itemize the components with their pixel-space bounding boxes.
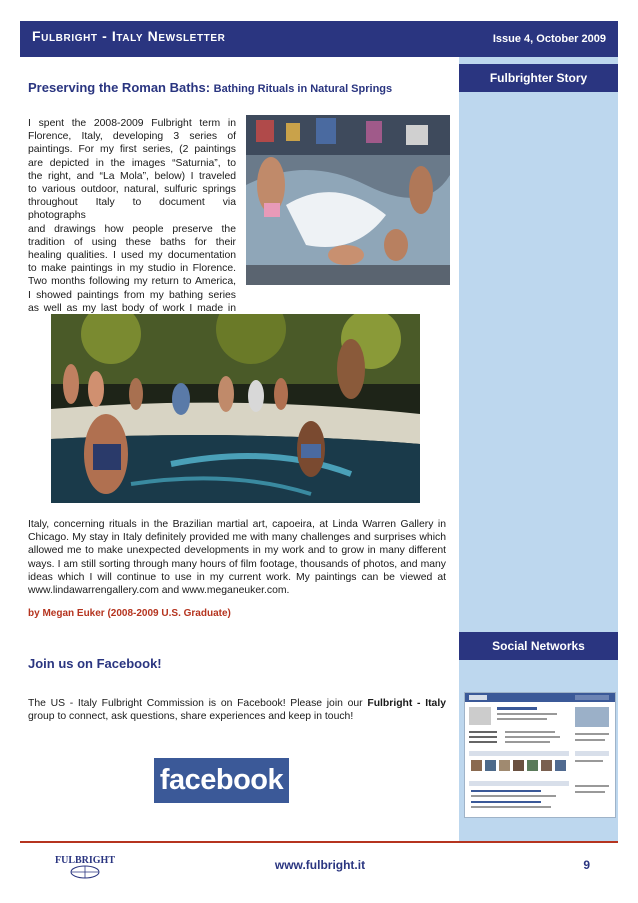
article-paragraph-2: Italy, concerning rituals in the Brazilian martial art, capoeira, at Linda Warren Gallery in Chicago. My stay in Italy definitely provided me with many challenges and surprises which allowed me to make unexpected developments in my work and to grow in many different ways. I am still sorting through many hours of film footage, thousands of photos, and many ideas which I will continue to use in my current work. My paintings can be viewed at www.lindawarrengallery.com and www.meganeuker.com. bbox=[28, 519, 446, 597]
paragraph-line: Florence, Italy, developing 3 series of bbox=[28, 131, 236, 143]
footer-rule bbox=[20, 841, 618, 843]
footer-url[interactable]: www.fulbright.it bbox=[274, 858, 366, 872]
issue-label: Issue 4, October 2009 bbox=[492, 33, 606, 45]
paragraph-line: as well as my last body of work I made in bbox=[28, 302, 236, 314]
article-title-main: Preserving the Roman Baths: bbox=[28, 80, 211, 95]
paragraph-line: paintings. For my first series, (2 paintings bbox=[28, 144, 236, 156]
fulbright-logo bbox=[50, 852, 120, 880]
newsletter-title: Fulbright - Italy Newsletter bbox=[32, 28, 226, 44]
paragraph-line: and drawings how people preserve the bbox=[28, 223, 236, 235]
article-title-sub: Bathing Rituals in Natural Springs bbox=[213, 83, 393, 95]
article-paragraph-1 bbox=[28, 117, 236, 315]
article-title bbox=[28, 80, 448, 95]
paragraph-line: the right, and “La Mola”, below) I traveled bbox=[28, 170, 236, 182]
newsletter-header bbox=[20, 21, 618, 57]
paragraph-line: tradition of using these baths for their bbox=[28, 236, 236, 248]
paragraph-line: to various outdoor, natural, sulfuric springs bbox=[28, 184, 236, 196]
paragraph-line: I spent the 2008-2009 Fulbright term in bbox=[28, 118, 236, 129]
painting-saturnia-image bbox=[246, 115, 450, 285]
facebook-group-screenshot bbox=[464, 692, 616, 818]
paragraph-line: healing qualities. I used my documentation bbox=[28, 250, 236, 262]
paragraph-line: throughout Italy to document via photographs bbox=[28, 197, 236, 222]
paragraph-line: I showed paintings from my bathing series bbox=[28, 289, 236, 301]
facebook-heading: Join us on Facebook! bbox=[28, 656, 162, 671]
facebook-text-before: The US - Italy Fulbright Commission is on Facebook! Please join our bbox=[28, 698, 368, 709]
fulbright-logo-text: FULBRIGHT bbox=[54, 855, 116, 866]
paragraph-line: are depicted in the images “Saturnia”, to bbox=[28, 157, 236, 169]
paragraph-line: to make paintings in my studio in Florence. bbox=[28, 263, 236, 275]
article-byline: by Megan Euker (2008-2009 U.S. Graduate) bbox=[28, 608, 231, 619]
facebook-paragraph bbox=[28, 697, 446, 723]
painting-la-mola-image bbox=[51, 314, 420, 503]
facebook-text-after: group to connect, ask questions, share experiences and keep in touch! bbox=[28, 711, 354, 723]
paragraph-line: Two months following my return to America, bbox=[28, 276, 236, 288]
fulbrighter-story-heading: Fulbrighter Story bbox=[459, 64, 618, 92]
facebook-logo[interactable]: facebook bbox=[154, 758, 289, 803]
facebook-group-name: Fulbright - Italy bbox=[367, 698, 447, 709]
social-networks-heading: Social Networks bbox=[459, 632, 618, 660]
page-number: 9 bbox=[583, 858, 590, 872]
